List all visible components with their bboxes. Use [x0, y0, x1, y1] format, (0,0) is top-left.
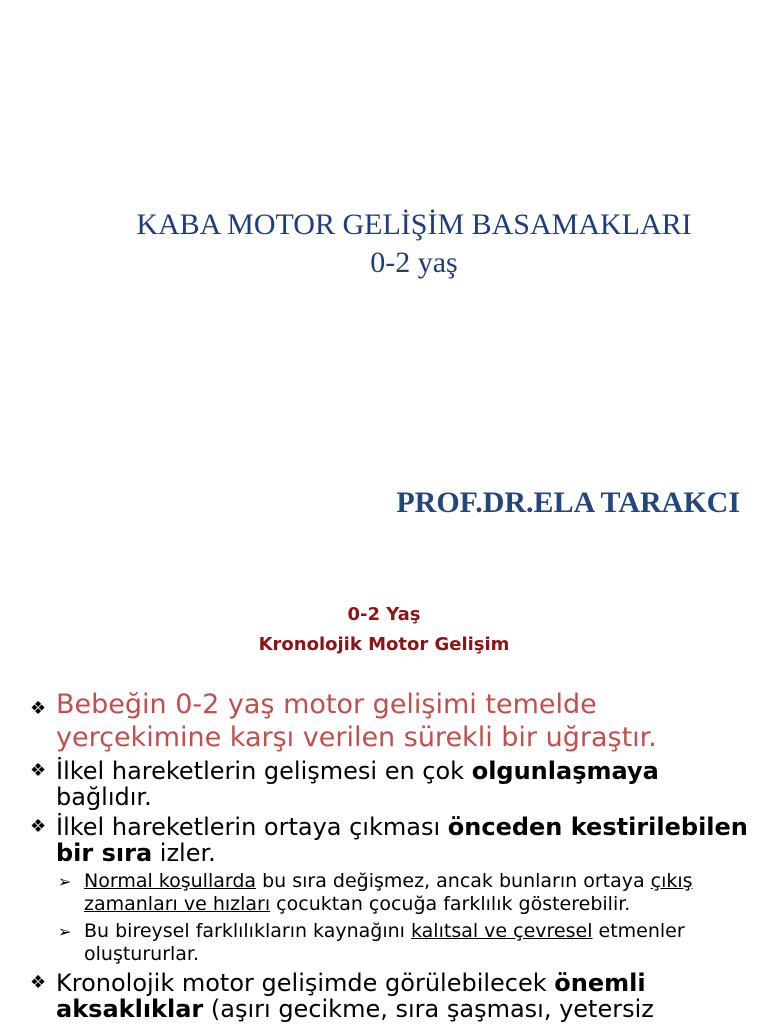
section-heading-age: 0-2 Yaş — [347, 604, 421, 625]
title-line-1: KABA MOTOR GELİŞİM BASAMAKLARI — [136, 208, 692, 241]
list-item: ❖ İlkel hareketlerin gelişmesi en çok olgunlaşmaya bağlıdır. — [30, 757, 659, 811]
title-line-2: 0-2 yaş — [370, 246, 458, 279]
arrow-bullet-icon: ➢ — [58, 872, 72, 891]
list-item: ❖ İlkel hareketlerin ortaya çıkması önceden kestirilebilen bir sıra izler. — [30, 813, 748, 867]
sub-list-item: ➢ Bu bireysel farklılıkların kaynağını kalıtsal ve çevresel etmenler oluştururlar. — [58, 920, 685, 965]
section-heading-title: Kronolojik Motor Gelişim — [258, 634, 510, 655]
list-item: ❖ Bebeğin 0-2 yaş motor gelişimi temelde yerçekimine karşı verilen sürekli bir uğraştır. — [30, 689, 657, 753]
diamond-bullet-icon: ❖ — [30, 760, 47, 781]
arrow-bullet-icon: ➢ — [58, 922, 72, 941]
content-list — [30, 688, 760, 1026]
slide-title — [60, 206, 768, 282]
diamond-bullet-icon: ❖ — [30, 816, 47, 837]
sub-list-item: ➢ Normal koşullarda bu sıra değişmez, ancak bunların ortaya çıkış zamanları ve hızları çocuktan çocuğa farklılık gösterebilir. — [58, 870, 693, 915]
diamond-bullet-icon: ❖ — [30, 972, 47, 993]
diamond-bullet-icon: ❖ — [30, 698, 47, 719]
author-name: PROF.DR.ELA TARAKCI — [396, 486, 740, 519]
list-item: ❖ Kronolojik motor gelişimde görülebilecek önemli aksaklıklar (aşırı gecikme, sıra şaşması, yetersiz — [30, 969, 654, 1023]
